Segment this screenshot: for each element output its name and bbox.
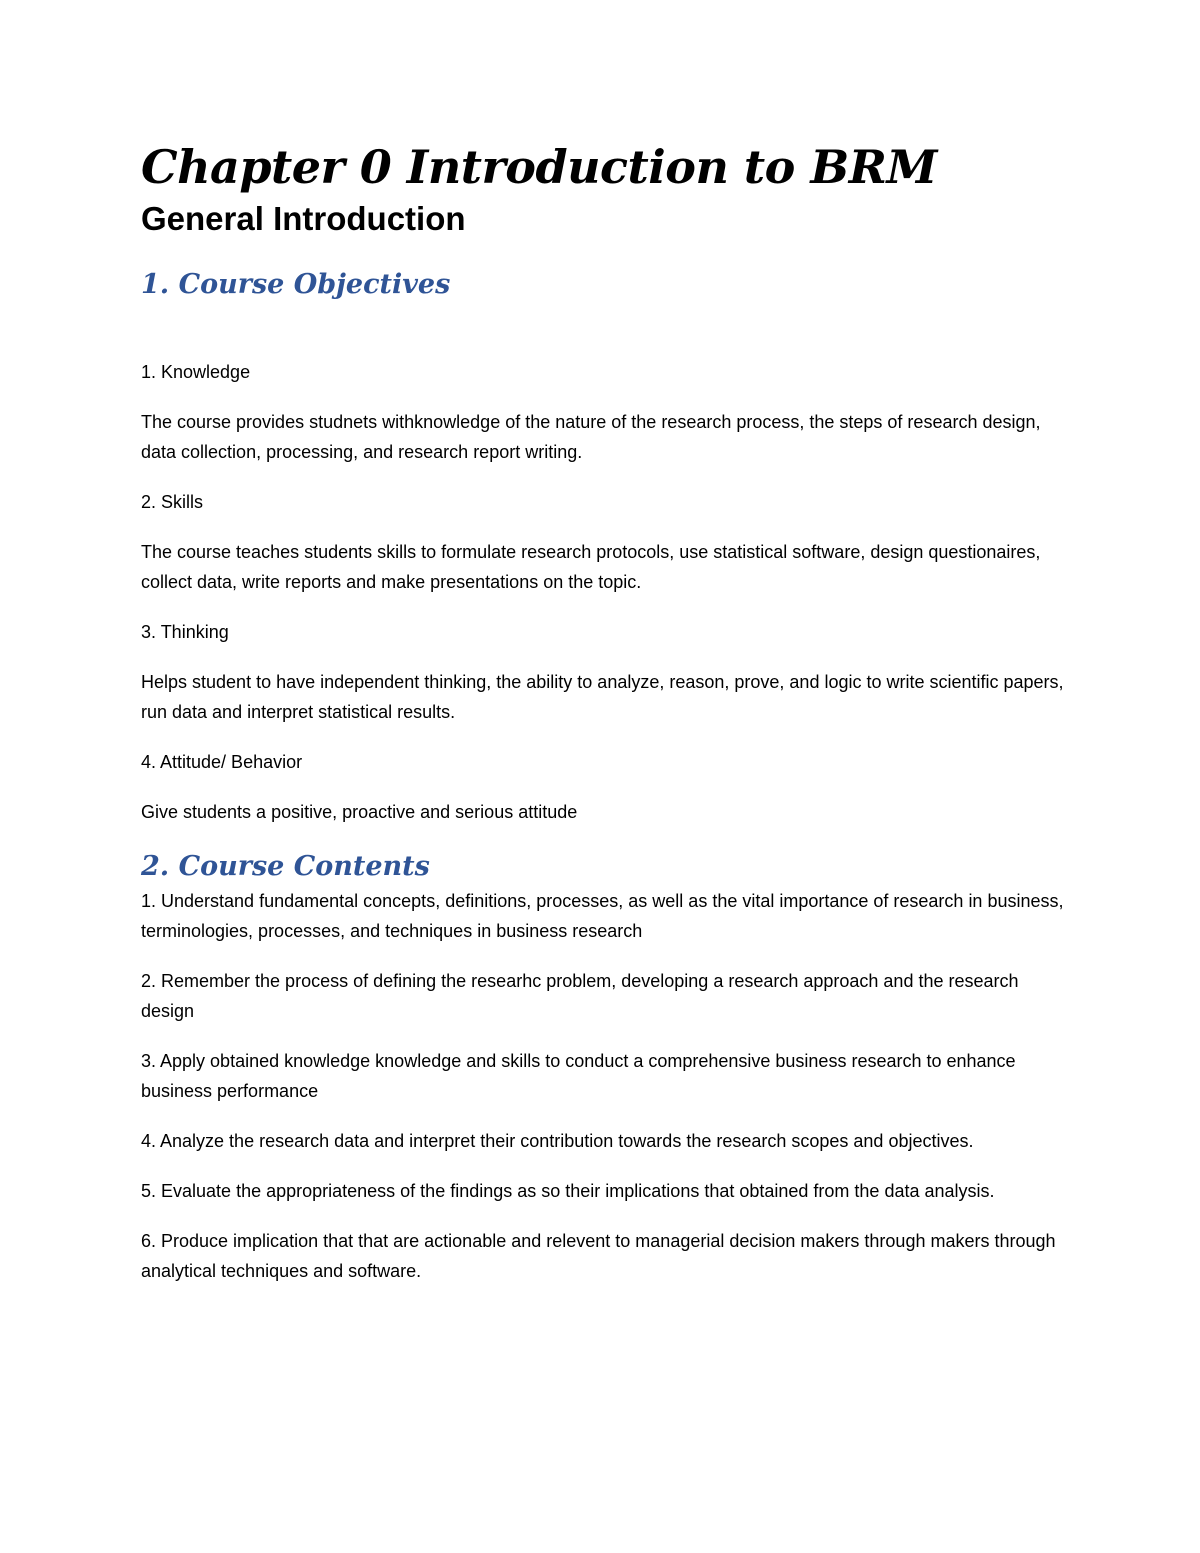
objective-label: 4. Attitude/ Behavior	[141, 752, 303, 773]
section-heading-course-objectives: 1. Course Objectives	[141, 268, 451, 300]
content-item: 1. Understand fundamental concepts, definitions, processes, as well as the vital importance of research in business, terminologies, processes, and techniques in business research	[141, 890, 1064, 941]
section-heading-course-contents: 2. Course Contents	[141, 851, 430, 883]
objective-item-thinking	[141, 617, 1071, 727]
document-page	[141, 140, 1071, 1306]
objective-label: 2. Skills	[141, 492, 204, 513]
objective-item-attitude	[141, 747, 1071, 827]
course-objectives-list	[141, 357, 1071, 827]
content-item: 2. Remember the process of defining the researhc problem, developing a research approach and the research design	[141, 970, 1019, 1021]
objective-label: 1. Knowledge	[141, 362, 251, 383]
content-item: 3. Apply obtained knowledge knowledge and skills to conduct a comprehensive business research to enhance business performance	[141, 1050, 1016, 1101]
document-title: Chapter 0 Introduction to BRM	[141, 140, 937, 194]
objective-label: 3. Thinking	[141, 622, 229, 643]
content-item: 4. Analyze the research data and interpret their contribution towards the research scopes and objectives.	[141, 1130, 974, 1151]
content-item: 6. Produce implication that that are actionable and relevent to managerial decision makers through makers through analytical techniques and software.	[141, 1230, 1056, 1281]
objective-text: The course provides studnets withknowledge of the nature of the research process, the steps of research design, data collection, processing, and research report writing.	[141, 412, 1041, 463]
objective-text: The course teaches students skills to formulate research protocols, use statistical software, design questionaires, collect data, write reports and make presentations on the topic.	[141, 542, 1041, 593]
content-item: 5. Evaluate the appropriateness of the findings as so their implications that obtained from the data analysis.	[141, 1180, 995, 1201]
objective-text: Helps student to have independent thinking, the ability to analyze, reason, prove, and logic to write scientific papers, run data and interpret statistical results.	[141, 672, 1064, 723]
objective-text: Give students a positive, proactive and serious attitude	[141, 802, 578, 823]
objective-item-skills	[141, 487, 1071, 597]
document-subtitle: General Introduction	[141, 200, 466, 238]
course-contents-list	[141, 886, 1071, 1286]
objective-item-knowledge	[141, 357, 1071, 467]
